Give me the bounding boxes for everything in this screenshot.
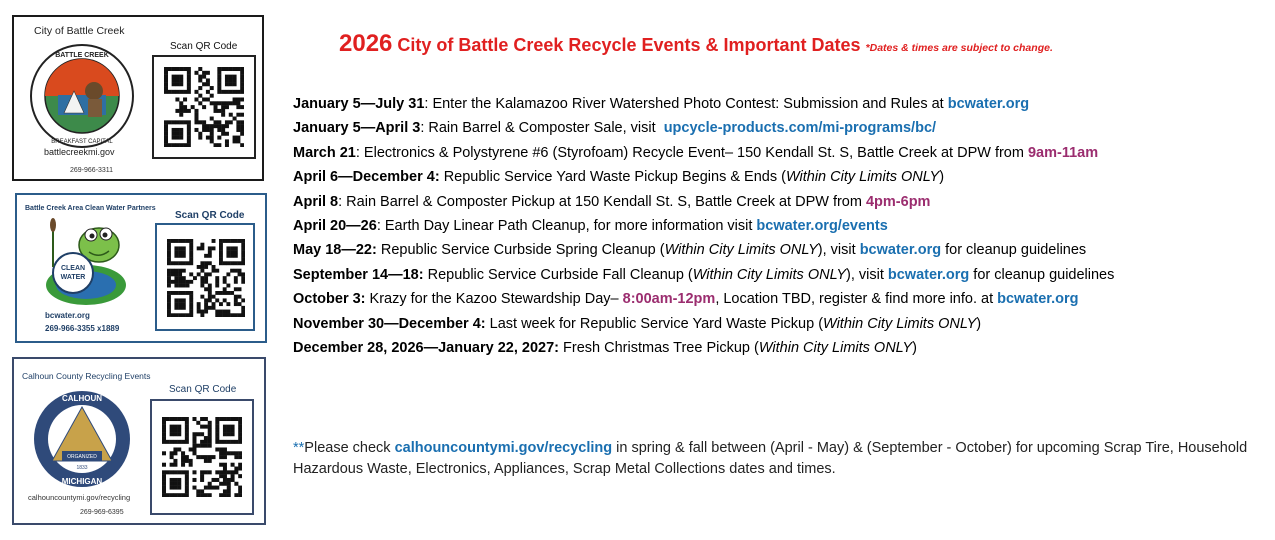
event-link[interactable]: bcwater.org: [947, 96, 1030, 112]
event-text: Republic Service Curbside Fall Cleanup (: [423, 266, 693, 283]
event-date: September 14—18:: [293, 266, 424, 283]
card-website: calhouncountymi.gov/recycling: [28, 493, 131, 502]
qr-code-icon: [167, 239, 245, 317]
event-date: December 28, 2026—January 22, 2027:: [293, 339, 560, 356]
card-phone: 269-969-6395: [80, 509, 124, 516]
event-text: Republic Service Yard Waste Pickup Begins & Ends (: [439, 169, 786, 186]
footnote-stars: **: [293, 440, 305, 456]
event-item: [293, 314, 1114, 338]
battle-creek-card: [12, 15, 264, 181]
event-text: Last week for Republic Service Yard Waste Pickup (: [485, 315, 824, 332]
event-mid: ), visit: [817, 242, 860, 259]
svg-text:BATTLE CREEK: BATTLE CREEK: [55, 52, 109, 59]
event-text: : Rain Barrel & Composter Pickup at 150 Kendall St. S, Battle Creek at DPW from: [338, 193, 866, 210]
event-link[interactable]: bcwater.org: [997, 291, 1079, 308]
event-link[interactable]: bcwater.org: [859, 242, 942, 259]
event-text: : Electronics & Polystyrene #6 (Styrofoam) Recycle Event– 150 Kendall St. S, Battle Creek at DPW from: [355, 144, 1028, 161]
event-link[interactable]: bcwater.org/events: [756, 217, 888, 234]
qr-code-box[interactable]: [150, 399, 254, 515]
footnote-pre: Please check: [304, 440, 395, 456]
event-list: [293, 94, 1114, 362]
footnote: [293, 438, 1258, 480]
event-date: April 6—December 4:: [293, 169, 440, 186]
event-text: Fresh Christmas Tree Pickup (: [559, 339, 759, 356]
page-title: [339, 30, 1053, 58]
event-item: [293, 289, 1114, 313]
svg-text:1833: 1833: [76, 465, 88, 471]
event-date: April 20—26: [293, 217, 377, 234]
title-year: 2026: [339, 30, 393, 57]
card-website: bcwater.org: [45, 311, 90, 320]
event-text: : Rain Barrel & Composter Sale, visit: [420, 120, 664, 137]
card-phone: 269-966-3355 x1889: [45, 324, 120, 333]
calhoun-county-seal-icon: [32, 389, 132, 489]
scan-qr-label: Scan QR Code: [170, 41, 238, 52]
event-mid: ), visit: [845, 266, 888, 283]
svg-text:CLEAN: CLEAN: [60, 265, 86, 272]
event-date: January 5—April 3: [293, 120, 421, 137]
scan-qr-label: Scan QR Code: [169, 384, 237, 395]
event-italic: Within City Limits ONLY: [785, 169, 940, 186]
card-website: battlecreekmi.gov: [44, 147, 115, 157]
card-title: Calhoun County Recycling Events: [22, 371, 151, 381]
qr-code-icon: [162, 417, 242, 497]
event-item: [293, 240, 1114, 264]
calhoun-county-card: [12, 357, 266, 525]
svg-text:ORGANIZED: ORGANIZED: [67, 454, 97, 460]
event-text: : Earth Day Linear Path Cleanup, for more information visit: [376, 217, 757, 234]
event-item: [293, 167, 1114, 191]
event-item: [293, 338, 1114, 362]
event-end: for cleanup guidelines: [969, 266, 1115, 283]
event-end: ): [939, 169, 945, 186]
event-text: Republic Service Curbside Spring Cleanup (: [376, 242, 665, 259]
qr-code-box[interactable]: [152, 55, 256, 159]
card-title: Battle Creek Area Clean Water Partners: [25, 205, 156, 212]
event-link[interactable]: bcwater.org: [887, 266, 970, 283]
event-date: October 3:: [293, 291, 366, 308]
event-date: May 18—22:: [293, 242, 377, 259]
card-title: City of Battle Creek: [34, 25, 125, 37]
svg-text:CALHOUN: CALHOUN: [62, 394, 102, 403]
card-phone: 269-966-3311: [70, 167, 114, 174]
event-text: : Enter the Kalamazoo River Watershed Photo Contest: Submission and Rules at: [424, 96, 948, 112]
event-item: [293, 94, 1114, 118]
clean-water-card: [15, 193, 267, 343]
event-end: ): [912, 339, 917, 356]
footnote-post: in spring & fall between (April - May) & (September - October) for upcoming Scrap Tire, Household Hazardous Waste, Electronics, Appliances, Scrap Metal Collections dates and times.: [293, 440, 1248, 477]
svg-text:WATER: WATER: [60, 274, 86, 281]
title-text: City of Battle Creek Recycle Events & Important Dates: [392, 35, 866, 55]
event-time: 4pm-6pm: [865, 193, 931, 210]
event-date: April 8: [293, 193, 339, 210]
event-end: ): [976, 315, 982, 332]
event-end: for cleanup guidelines: [941, 242, 1087, 259]
event-item: [293, 118, 1114, 142]
event-time: 9am-11am: [1027, 144, 1099, 161]
event-item: [293, 192, 1114, 216]
event-date: March 21: [293, 144, 356, 161]
event-item: [293, 143, 1114, 167]
event-italic: Within City Limits ONLY: [823, 315, 977, 332]
clean-water-frog-logo-icon: [43, 217, 129, 309]
event-mid: , Location TBD, register & find more info. at: [715, 291, 998, 308]
event-italic: Within City Limits ONLY: [758, 339, 913, 356]
scan-qr-label: Scan QR Code: [175, 210, 245, 221]
battle-creek-seal-icon: [28, 43, 136, 149]
event-italic: Within City Limits ONLY: [664, 242, 818, 259]
svg-text:BREAKFAST CAPITAL: BREAKFAST CAPITAL: [51, 139, 113, 145]
event-date: January 5—July 31: [293, 96, 425, 112]
title-note: *Dates & times are subject to change.: [865, 42, 1053, 54]
footnote-link[interactable]: calhouncountymi.gov/recycling: [394, 440, 613, 456]
qr-code-box[interactable]: [155, 223, 255, 331]
event-link[interactable]: upcycle-products.com/mi-programs/bc/: [663, 120, 937, 137]
event-italic: Within City Limits ONLY: [692, 266, 846, 283]
qr-code-icon: [164, 67, 244, 147]
event-date: November 30—December 4:: [293, 315, 486, 332]
event-time: 8:00am-12pm: [622, 291, 716, 308]
event-item: [293, 216, 1114, 240]
event-text: Krazy for the Kazoo Stewardship Day–: [365, 291, 623, 308]
svg-text:MICHIGAN: MICHIGAN: [61, 477, 103, 486]
event-item: [293, 265, 1114, 289]
